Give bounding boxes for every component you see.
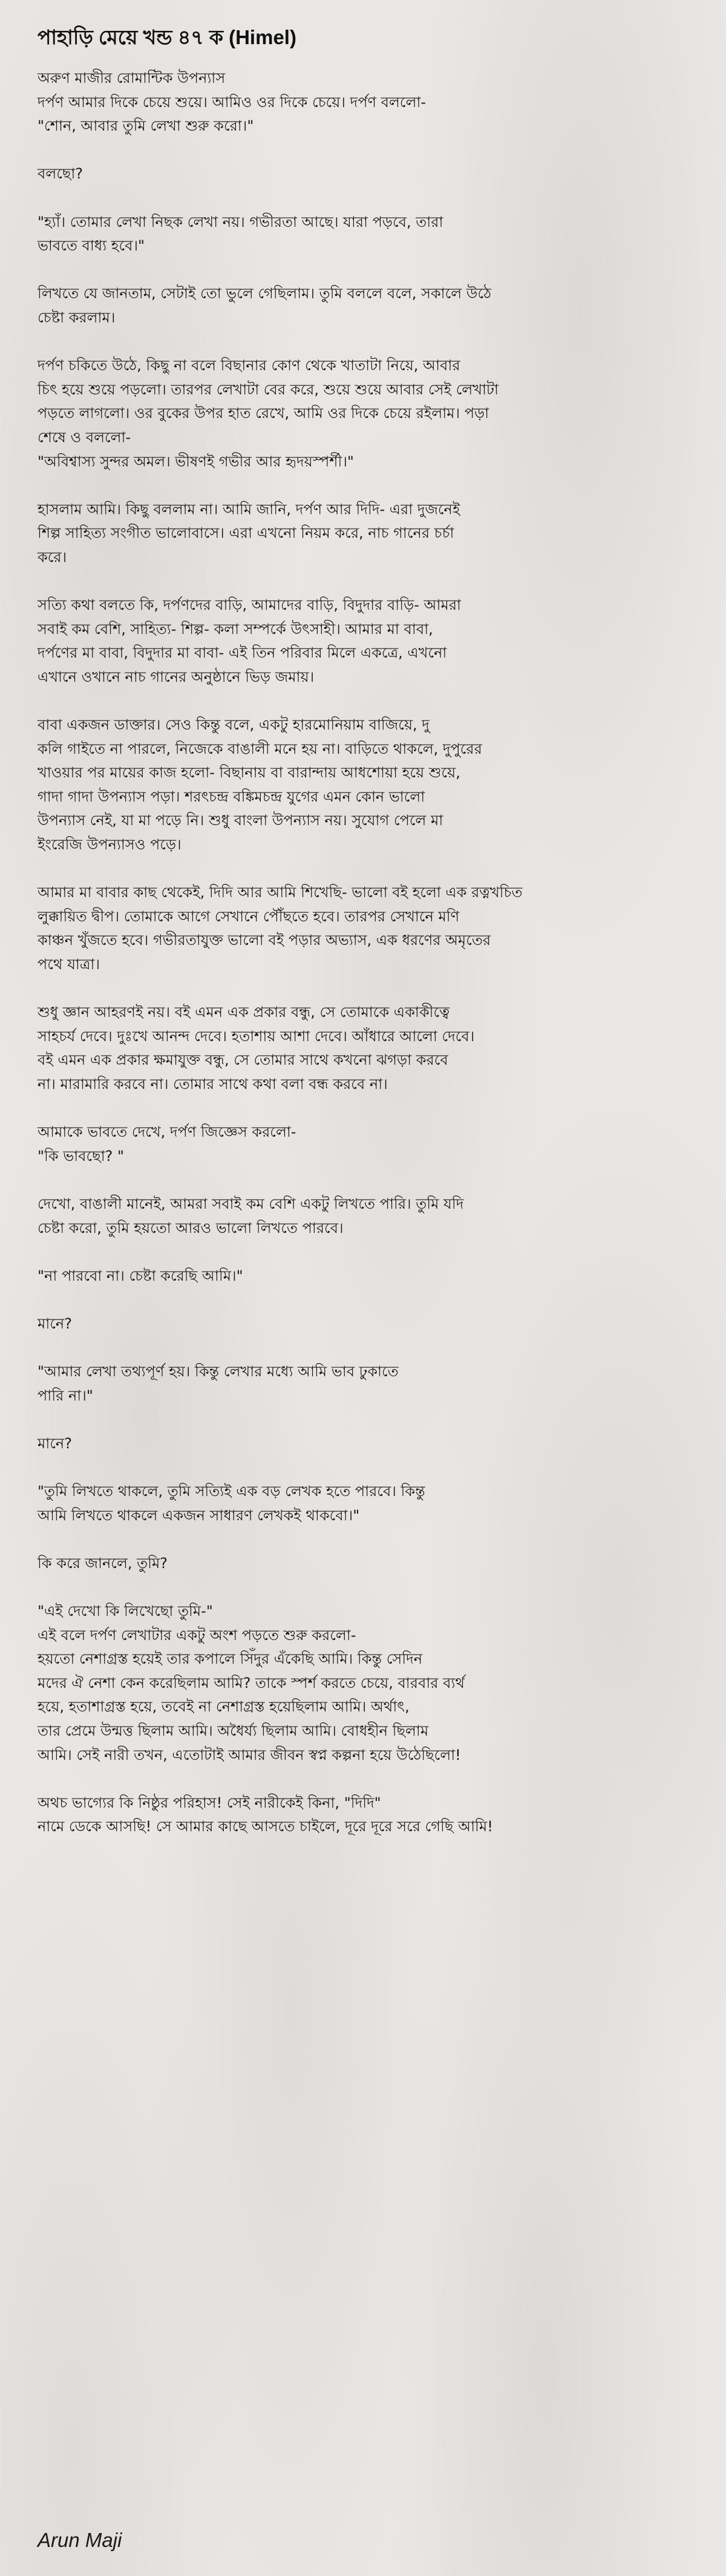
poem-line: এখানে ওখানে নাচ গানের অনুষ্ঠানে ভিড় জমায়। — [38, 668, 315, 685]
stanza-break — [38, 474, 697, 498]
poem-line: সত্যি কথা বলতে কি, দর্পণদের বাড়ি, আমাদের বাড়ি, বিদুদার বাড়ি- আমরা — [38, 597, 462, 614]
poem-line: কাঞ্চন খুঁজতে হবে। গভীরতাযুক্ত ভালো বই পড়ার অভ্যাস, এক ধরণের অমৃতের — [38, 932, 491, 949]
poem-line: এই বলে দর্পণ লেখাটার একটু অংশ পড়তে শুরু করলো- — [38, 1626, 356, 1644]
poem-line: "হ্যাঁ। তোমার লেখা নিছক লেখা নয়। গভীরতা আছে। যারা পড়বে, তারা — [38, 213, 443, 230]
poem-line: আমি। সেই নারী তখন, এতোটাই আমার জীবন স্বপ্ন কল্পনা হয়ে উঠেছিলো! — [38, 1746, 461, 1764]
stanza-break — [38, 1097, 697, 1121]
poem-line: "তুমি লিখতে থাকলে, তুমি সত্যিই এক বড় লেখক হতে পারবে। কিন্তু — [38, 1483, 425, 1500]
poem-line: শেষে ও বললো- — [38, 428, 131, 446]
poem-line: "এই দেখো কি লিখেছো তুমি-" — [38, 1603, 213, 1620]
poem-line: অরুণ মাজীর রোমান্টিক উপন্যাস — [38, 70, 226, 87]
poem-line: খাওয়ার পর মায়ের কাজ হলো- বিছানায় বা বারান্দায় আধশোয়া হয়ে শুয়ে, — [38, 764, 460, 782]
poem-line: মানে? — [38, 1315, 72, 1332]
poem-line: "কি ভাবছো? " — [38, 1147, 125, 1165]
poem-line: লিখতে যে জানতাম, সেটাই তো ভুলে গেছিলাম। তুমি বললে বলে, সকালে উঠে — [38, 285, 491, 302]
poem — [38, 24, 697, 1839]
stanza-break — [38, 1575, 697, 1600]
poem-line: বই এমন এক প্রকার ক্ষমাযুক্ত বন্ধু, সে তোমার সাথে কখনো ঝগড়া করবে — [38, 1051, 448, 1069]
stanza-break — [38, 569, 697, 593]
poem-line: কলি গাইতে না পারলে, নিজেকে বাঙালী মনে হয় না। বাড়িতে থাকলে, দুপুরের — [38, 740, 482, 757]
poem-line: পড়তে লাগলো। ওর বুকের উপর হাত রেখে, আমি ওর দিকে চেয়ে রইলাম। পড়া — [38, 405, 489, 422]
stanza-break — [38, 1168, 697, 1192]
stanza-break — [38, 1456, 697, 1480]
poem-line: পথে যাত্রা। — [38, 955, 100, 973]
poem-line: মানে? — [38, 1434, 72, 1452]
stanza-break — [38, 689, 697, 713]
stanza-break — [38, 1336, 697, 1360]
poem-line: হাসলাম আমি। কিছু বললাম না। আমি জানি, দর্পণ আর দিদি- এরা দুজনেই — [38, 500, 460, 518]
stanza-break — [38, 1767, 697, 1791]
stanza-break — [38, 330, 697, 355]
poem-line: লুক্কায়িত দ্বীপ। তোমাকে আগে সেখানে পৌঁছতে হবে। তারপর সেখানে মণি — [38, 907, 460, 925]
poem-line: করে। — [38, 548, 67, 566]
poem-line: নামে ডেকে আসছি! সে আমার কাছে আসতে চাইলে, দূরে দূরে সরে গেছি আমি! — [38, 1818, 493, 1836]
poem-title: পাহাড়ি মেয়ে খন্ড ৪৭ ক (Himel) — [38, 26, 296, 48]
poem-line: শিল্প সাহিত্য সংগীত ভালোবাসে। এরা এখনো নিয়ম করে, নাচ গানের চর্চা — [38, 525, 454, 542]
poem-line: না। মারামারি করবে না। তোমার সাথে কথা বলা বন্ধ করবে না। — [38, 1075, 388, 1093]
stanza-break — [38, 258, 697, 283]
poem-line: দর্পণের মা বাবা, বিদুদার মা বাবা- এই তিন পরিবার মিলে একত্রে, এখনো — [38, 644, 447, 662]
stanza-break — [38, 139, 697, 163]
poem-line: পারি না।" — [38, 1387, 93, 1404]
stanza-break — [38, 1240, 697, 1264]
stanza-break — [38, 1528, 697, 1552]
poem-line: "না পারবো না। চেষ্টা করেছি আমি।" — [38, 1267, 243, 1284]
poem-line: তার প্রেমে উন্মত্ত ছিলাম আমি। অধৈর্য্য ছিলাম আমি। বোধহীন ছিলাম — [38, 1722, 429, 1739]
stanza-break — [38, 1408, 697, 1432]
poem-line: আমার মা বাবার কাছ থেকেই, দিদি আর আমি শিখেছি- ভালো বই হলো এক রত্নখচিত — [38, 884, 523, 901]
poem-line: কি করে জানলে, তুমি? — [38, 1554, 168, 1572]
poem-line: গাদা গাদা উপন্যাস পড়া। শরৎচন্দ্র বঙ্কিমচন্দ্র যুগের এমন কোন ভালো — [38, 788, 425, 805]
author-name: Arun Maji — [38, 2529, 122, 2551]
stanza-break — [38, 1288, 697, 1312]
stanza-break — [38, 857, 697, 881]
poem-line: "আমার লেখা তথ্যপূর্ণ হয়। কিন্তু লেখার মধ্যে আমি ভাব ঢুকাতে — [38, 1363, 399, 1381]
poem-line: চিৎ হয়ে শুয়ে পড়লো। তারপর লেখাটা বের করে, শুয়ে শুয়ে আবার সেই লেখাটা — [38, 381, 499, 398]
poem-line: উপন্যাস নেই, যা মা পড়ে নি। শুধু বাংলা উপন্যাস নয়। সুযোগ পেলে মা — [38, 812, 443, 829]
poem-line: দর্পণ আমার দিকে চেয়ে শুয়ে। আমিও ওর দিকে চেয়ে। দর্পণ বললো- — [38, 93, 427, 111]
poem-line: চেষ্টা করো, তুমি হয়তো আরও ভালো লিখতে পারবে। — [38, 1219, 344, 1237]
poem-line: আমাকে ভাবতে দেখে, দর্পণ জিজ্ঞেস করলো- — [38, 1123, 296, 1141]
poem-line: ইংরেজি উপন্যাসও পড়ে। — [38, 836, 182, 853]
poem-line: সাহচর্য দেবে। দুঃখে আনন্দ দেবে। হতাশায় আশা দেবে। আঁধারে আলো দেবে। — [38, 1027, 475, 1045]
poem-body — [38, 67, 697, 1839]
poem-line: "শোন, আবার তুমি লেখা শুরু করো।" — [38, 117, 254, 135]
poem-line: চেষ্টা করলাম। — [38, 309, 116, 326]
poem-line: দর্পণ চকিতে উঠে, কিছু না বলে বিছানার কোণ থেকে খাতাটা নিয়ে, আবার — [38, 357, 460, 374]
poem-line: সবাই কম বেশি, সাহিত্য- শিল্প- কলা সম্পর্কে উৎসাহী। আমার মা বাবা, — [38, 620, 433, 638]
poem-line: হয়ে, হতাশাগ্রস্ত হয়ে, তবেই না নেশাগ্রস্ত হয়েছিলাম আমি। অর্থাৎ, — [38, 1698, 410, 1716]
poem-line: মদের ঐ নেশা কেন করেছিলাম আমি? তাকে স্পর্শ করতে চেয়ে, বারবার ব্যর্থ — [38, 1674, 465, 1692]
stanza-break — [38, 977, 697, 1001]
poem-line: দেখো, বাঙালী মানেই, আমরা সবাই কম বেশি একটু লিখতে পারি। তুমি যদি — [38, 1195, 464, 1212]
stanza-break — [38, 186, 697, 211]
poem-line: আমি লিখতে থাকলে একজন সাধারণ লেখকই থাকবো।" — [38, 1506, 360, 1524]
poem-line: ভাবতে বাধ্য হবে।" — [38, 237, 145, 255]
poem-line: হয়তো নেশাগ্রস্ত হয়েই তার কপালে সিঁদুর এঁকেছি আমি। কিন্তু সেদিন — [38, 1650, 423, 1668]
poem-line: অথচ ভাগ্যের কি নিষ্ঠুর পরিহাস! সেই নারীকেই কিনা, "দিদি" — [38, 1794, 381, 1811]
poem-line: শুধু জ্ঞান আহরণই নয়। বই এমন এক প্রকার বন্ধু, সে তোমাকে একাকীত্বে — [38, 1004, 450, 1021]
poem-line: বলছো? — [38, 165, 83, 183]
poem-line: "অবিশ্বাস্য সুন্দর অমল। ভীষণই গভীর আর হৃদয়স্পর্শী।" — [38, 453, 354, 470]
poem-line: বাবা একজন ডাক্তার। সেও কিন্তু বলে, একটু হারমোনিয়াম বাজিয়ে, দু — [38, 716, 430, 734]
